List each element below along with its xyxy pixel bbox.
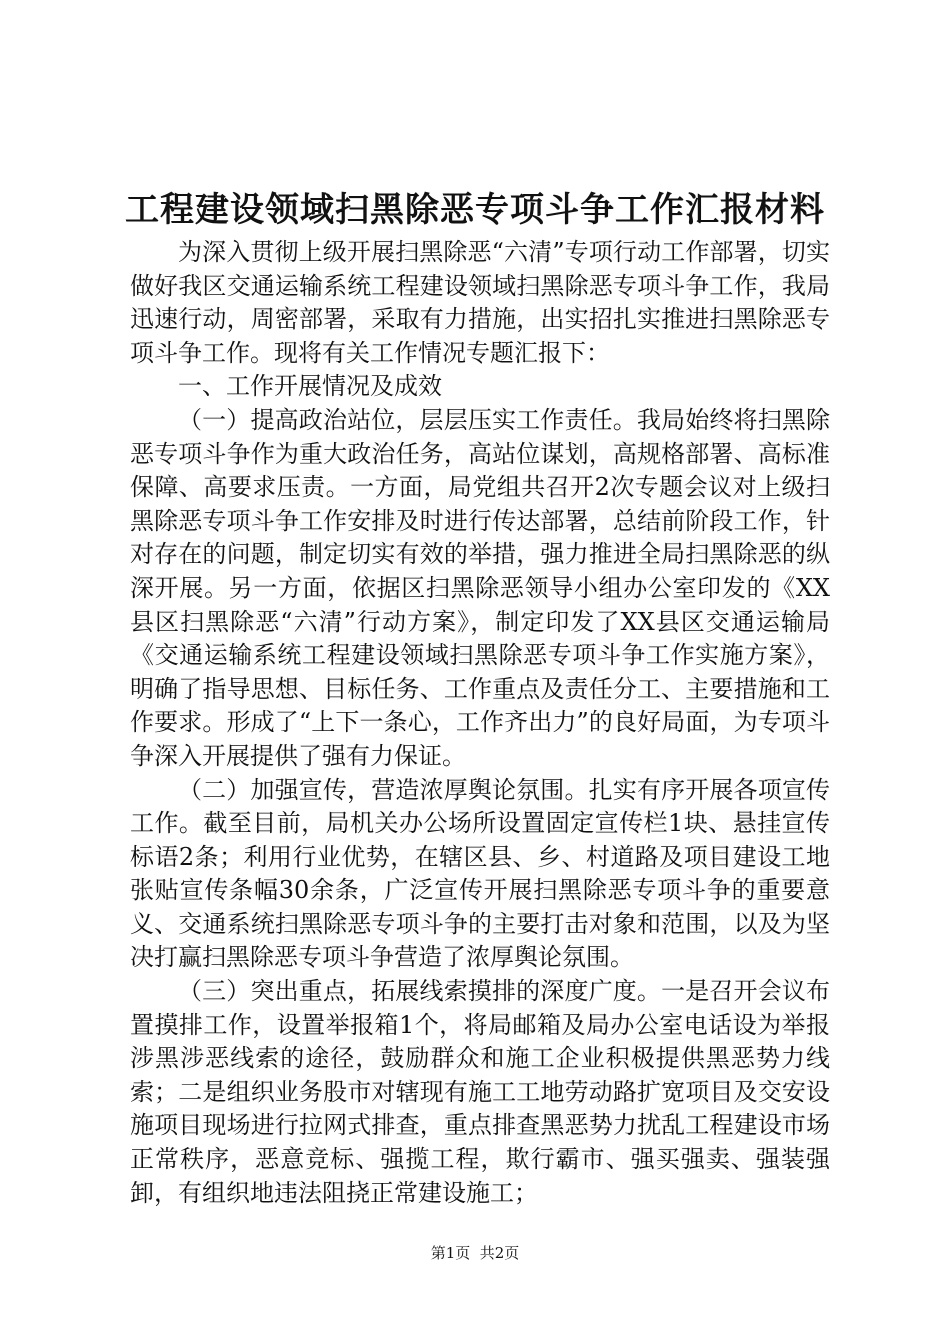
intro-paragraph: 为深入贯彻上级开展扫黑除恶“六清”专项行动工作部署，切实做好我区交通运输系统工程建设领域扫黑除恶专项斗争工作，我局迅速行动，周密部署，采取有力措施，出实招扎实推进扫黑除恶专项斗争工作。现将有关工作情况专题汇报下： <box>130 238 830 367</box>
paragraph-item-3: （三）突出重点，拓展线索摸排的深度广度。一是召开会议布置摸排工作，设置举报箱1个，将局邮箱及局办公室电话设为举报涉黑涉恶线索的途径，鼓励群众和施工企业积极提供黑恶势力线索；二是组织业务股市对辖现有施工工地劳动路扩宽项目及交安设施项目现场进行拉网式排查，重点排查黑恶势力扰乱工程建设市场正常秩序，恶意竞标、强揽工程，欺行霸市、强买强卖、强装强卸，有组织地违法阻挠正常建设施工； <box>130 977 830 1207</box>
section-heading: 一、工作开展情况及成效 <box>178 372 442 401</box>
document-body <box>130 236 830 1210</box>
paragraph-item-2: （二）加强宣传，营造浓厚舆论氛围。扎实有序开展各项宣传工作。截至目前，局机关办公场所设置固定宣传栏1块、悬挂宣传标语2条；利用行业优势，在辖区县、乡、村道路及项目建设工地张贴宣传条幅30余条，广泛宣传开展扫黑除恶专项斗争的重要意义、交通系统扫黑除恶专项斗争的主要打击对象和范围，以及为坚决打赢扫黑除恶专项斗争营造了浓厚舆论氛围。 <box>130 775 830 972</box>
document-title: 工程建设领域扫黑除恶专项斗争工作汇报材料 <box>125 190 825 230</box>
page-footer: 第1页 共2页 <box>430 1244 520 1262</box>
paragraph-item-1: （一）提高政治站位，层层压实工作责任。我局始终将扫黑除恶专项斗争作为重大政治任务，高站位谋划，高规格部署、高标准保障、高要求压责。一方面，局党组共召开2次专题会议对上级扫黑除恶专项斗争工作安排及时进行传达部署，总结前阶段工作，针对存在的问题，制定切实有效的举措，强力推进全局扫黑除恶的纵深开展。另一方面，依据区扫黑除恶领导小组办公室印发的《XX县区扫黑除恶“六清”行动方案》，制定印发了XX县区交通运输局《交通运输系统工程建设领域扫黑除恶专项斗争工作实施方案》，明确了指导思想、目标任务、工作重点及责任分工、主要措施和工作要求。形成了“上下一条心，工作齐出力”的良好局面，为专项斗争深入开展提供了强有力保证。 <box>130 405 830 770</box>
